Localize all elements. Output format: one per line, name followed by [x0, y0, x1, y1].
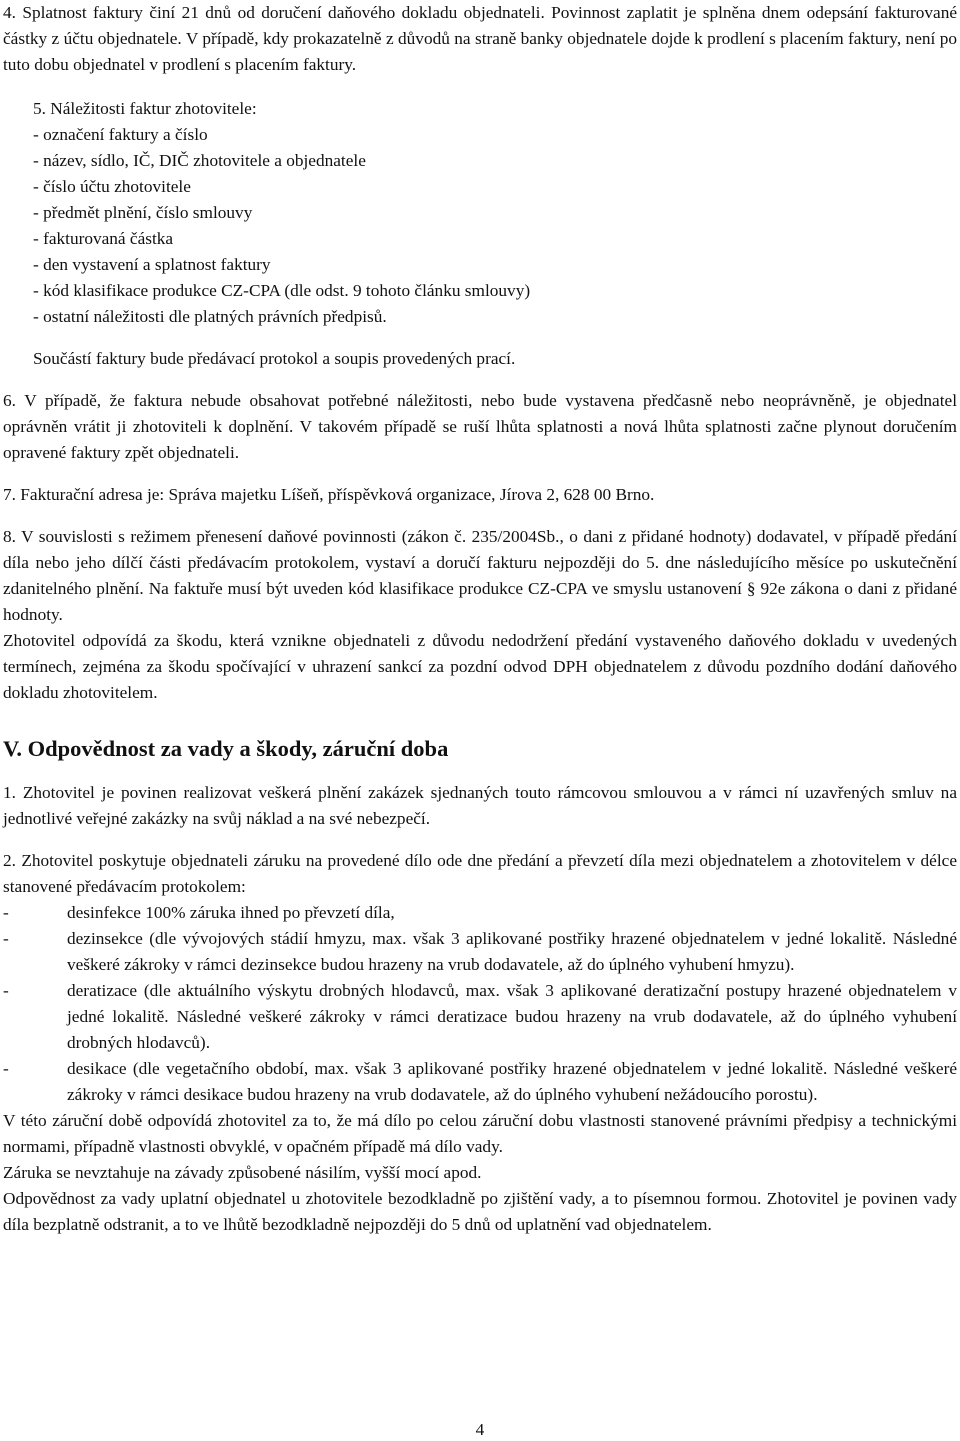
list-item-text: deratizace (dle aktuálního výskytu drobných hlodavců, max. však 3 aplikované deratizační postupy hrazené objednatelem v jedné lokalitě. Následné veškeré zákroky v rámci deratizace budou hrazeny na vrub dodavatele, až do úplného vyhubení drobných hlodavců).	[67, 981, 957, 1052]
paragraph-4-payment-terms: 4. Splatnost faktury činí 21 dnů od doručení daňového dokladu objednateli. Povinnost zaplatit je splněna dnem odepsání fakturované částky z účtu objednatele. V případě, kdy prokazatelně z důvodů na straně banky objednatele dojde k prodlení s placením faktury, není po tuto dobu objednatel v prodlení s placením faktury.	[3, 3, 957, 74]
paragraph-5-title: 5. Náležitosti faktur zhotovitele:	[33, 99, 257, 118]
list-item: - předmět plnění, číslo smlouvy	[33, 203, 253, 222]
section-v-clause-1: 1. Zhotovitel je povinen realizovat veškerá plnění zakázek sjednaných touto rámcovou smlouvou a v rámci ní uzavřených smluv na jednotlivé veřejné zakázky na svůj náklad a na své nebezpečí.	[3, 783, 957, 828]
document-body	[3, 0, 957, 1238]
list-dash: -	[3, 1059, 9, 1078]
section-v-clause-2-intro: 2. Zhotovitel poskytuje objednateli záruku na provedené dílo ode dne předání a převzetí díla mezi objednatelem a zhotovitelem v délce stanovené předávacím protokolem:	[3, 851, 957, 896]
defect-claims-procedure: Odpovědnost za vady uplatní objednatel u zhotovitele bezodkladně po zjištění vady, a to písemnou formou. Zhotovitel je povinen vady díla bezplatně odstranit, a to ve lhůtě bezodkladně nejpozději do 5 dnů od uplatnění vad objednatelem.	[3, 1189, 957, 1234]
list-dash: -	[3, 981, 9, 1000]
list-item: - název, sídlo, IČ, DIČ zhotovitele a objednatele	[33, 151, 366, 170]
list-item-text: desikace (dle vegetačního období, max. však 3 aplikované postřiky hrazené objednatelem v jedné lokalitě. Následné veškeré zákroky v rámci desikace budou hrazeny na vrub dodavatele, až do úplného vyhubení nežádoucího porostu).	[67, 1059, 957, 1104]
warranty-statement: V této záruční době odpovídá zhotovitel za to, že má dílo po celou záruční dobu vlastnosti stanovené právními předpisy a technickými normami, případně vlastnosti obvyklé, v opačném případě má dílo vady.	[3, 1111, 957, 1156]
list-item: - fakturovaná částka	[33, 229, 174, 248]
list-item: - označení faktury a číslo	[33, 125, 208, 144]
list-item: - kód klasifikace produkce CZ-CPA (dle odst. 9 tohoto článku smlouvy)	[33, 281, 531, 300]
list-item: - ostatní náležitosti dle platných právních předpisů.	[33, 307, 387, 326]
paragraph-8-reverse-charge: 8. V souvislosti s režimem přenesení daňové povinnosti (zákon č. 235/2004Sb., o dani z přidané hodnoty) dodavatel, v případě předání díla nebo jeho dílčí části předávacím protokolem, vystaví a doručí fakturu nejpozději do 5. dne následujícího měsíce po uskutečnění zdanitelného plnění. Na faktuře musí být uveden kód klasifikace produkce CZ-CPA ve smyslu ustanovení § 92e zákona o dani z přidané hodnoty.	[3, 527, 957, 624]
list-item	[3, 978, 957, 1056]
paragraph-7-billing-address: 7. Fakturační adresa je: Správa majetku Líšeň, příspěvková organizace, Jírova 2, 628 00 Brno.	[3, 485, 655, 504]
list-item: - číslo účtu zhotovitele	[33, 177, 191, 196]
list-item	[3, 900, 957, 926]
page-number: 4	[475, 1420, 485, 1439]
list-item-text: desinfekce 100% záruka ihned po převzetí díla,	[67, 903, 395, 922]
invoice-requirements-list	[3, 122, 957, 330]
paragraph-6-invoice-return: 6. V případě, že faktura nebude obsahovat potřebné náležitosti, nebo bude vystavena předčasně nebo neoprávněně, je objednatel oprávněn vrátit ji zhotoviteli k doplnění. V takovém případě se ruší lhůta splatnosti a nová lhůta splatnosti začne plynout doručením opravené faktury zpět objednateli.	[3, 391, 957, 462]
list-item: - den vystavení a splatnost faktury	[33, 255, 271, 274]
list-item-text: dezinsekce (dle vývojových stádií hmyzu, max. však 3 aplikované postřiky hrazené objednatelem v jedné lokalitě. Následné veškeré zákroky v rámci dezinsekce budou hrazeny na vrub dodavatele, až do úplného vyhubení hmyzu).	[67, 929, 957, 974]
paragraph-8-liability: Zhotovitel odpovídá za škodu, která vznikne objednateli z důvodu nedodržení předání vystaveného daňového dokladu v uvedených termínech, zejména za škodu spočívající v uhrazení sankcí za pozdní odvod DPH objednatelem z důvodu pozdního dodání daňového dokladu zhotovitelem.	[3, 631, 957, 702]
paragraph-5-invoice-requirements	[3, 96, 957, 372]
list-item	[3, 926, 957, 978]
paragraph-5-note: Součástí faktury bude předávací protokol a soupis provedených prací.	[33, 349, 516, 368]
warranty-list	[3, 900, 957, 1108]
list-dash: -	[3, 929, 9, 948]
section-v-heading: V. Odpovědnost za vady a škody, záruční doba	[3, 736, 449, 761]
list-item	[3, 1056, 957, 1108]
list-dash: -	[3, 903, 9, 922]
warranty-exclusion: Záruka se nevztahuje na závady způsobené násilím, vyšší mocí apod.	[3, 1163, 482, 1182]
